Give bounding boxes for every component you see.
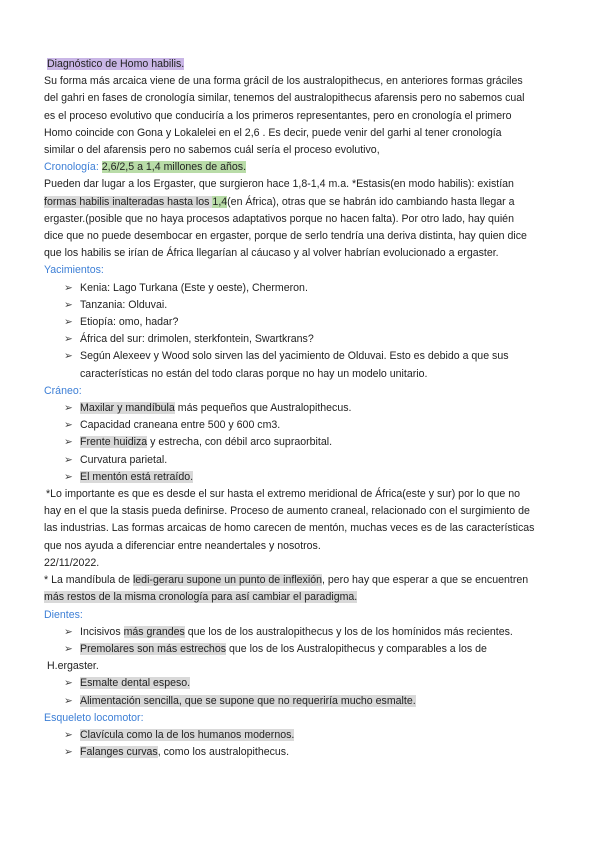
note-line: que nos ayuda a diferenciar entre neandertales y nosotros.	[44, 539, 321, 552]
ergaster-line: dice que no puede desembocar en ergaster, porque de serlo tendría una deriva distinta, hay quien dice	[44, 230, 527, 243]
list-item-text: África del sur: drimolen, sterkfontein, Swartkrans?	[80, 333, 314, 346]
list-item-text: Curvatura parietal.	[80, 453, 168, 466]
yacimientos-heading: Yacimientos:	[44, 264, 104, 277]
list-item	[44, 452, 564, 469]
arrow-bullet-icon: ➢	[64, 642, 73, 655]
arrow-bullet-icon: ➢	[64, 746, 73, 759]
list-item-highlight: Maxilar y mandíbula	[80, 402, 175, 415]
list-item-highlight: Clavícula como la de los humanos modernos.	[80, 728, 295, 741]
list-item-highlight: Esmalte dental espeso.	[80, 677, 191, 690]
document-body	[44, 56, 564, 761]
list-item	[44, 314, 564, 331]
list-item-text: que los de los australopithecus y los de los homínidos más recientes.	[184, 625, 513, 638]
mandibula-highlight: ledi-geraru supone un punto de inflexión	[132, 574, 322, 587]
list-item	[44, 434, 564, 451]
list-item	[44, 348, 564, 365]
arrow-bullet-icon: ➢	[64, 625, 73, 638]
list-item-continuation: características no están del todo claras porque no hay un modelo unitario.	[80, 367, 428, 380]
intro-line: Homo coincide con Gona y Lokalelei en el 2,6 . Es decir, puede venir del garhi al tener cronología	[44, 126, 502, 139]
note-line: hay en el que la stasis pueda definirse. Proceso de aumento craneal, relacionado con el surgimiento de	[44, 505, 530, 518]
arrow-bullet-icon: ➢	[64, 677, 73, 690]
cronologia-line	[44, 159, 564, 176]
list-item	[44, 400, 564, 417]
mandibula-line	[44, 589, 564, 606]
esqueleto-heading: Esqueleto locomotor:	[44, 711, 144, 724]
arrow-bullet-icon: ➢	[64, 419, 73, 432]
list-item-text: que los de los Australopithecus y comparables a los de	[226, 642, 487, 655]
note-line: *Lo importante es que es desde el sur hasta el extremo meridional de África(este y sur) por lo que no	[46, 488, 521, 501]
arrow-bullet-icon: ➢	[64, 316, 73, 329]
list-item	[44, 624, 564, 641]
list-item	[44, 641, 564, 658]
arrow-bullet-icon: ➢	[64, 694, 73, 707]
list-item-text: Según Alexeev y Wood solo sirven las del yacimiento de Olduvai. Esto es debido a que sus	[80, 350, 509, 363]
arrow-bullet-icon: ➢	[64, 281, 73, 294]
arrow-bullet-icon: ➢	[64, 436, 73, 449]
age-highlight: 1,4	[212, 195, 228, 208]
mandibula-line	[44, 572, 564, 589]
list-item-text: y estrecha, con débil arco supraorbital.	[147, 436, 333, 449]
ergaster-line	[44, 194, 564, 211]
list-item-highlight: Alimentación sencilla, que se supone que no requeriría mucho esmalte.	[80, 694, 416, 707]
intro-line: similar o del afarensis pero no sabemos cuál sería el proceso evolutivo,	[44, 144, 380, 157]
mandibula-text: * La mandíbula de	[44, 574, 133, 587]
list-item	[44, 280, 564, 297]
ergaster-line: que los habilis se irían de África llegarían al cáucaso y al volver habrían evolucionado a ergaster.	[44, 247, 499, 260]
cronologia-label: Cronología:	[44, 161, 99, 174]
arrow-bullet-icon: ➢	[64, 402, 73, 415]
ergaster-text: (en África), otras que se habrán ido cambiando hasta llegar a	[227, 195, 515, 208]
list-item	[44, 297, 564, 314]
list-item-text: Tanzania: Olduvai.	[80, 298, 168, 311]
list-item-highlight: más grandes	[123, 625, 185, 638]
list-item-highlight: Premolares son más estrechos	[80, 642, 227, 655]
arrow-bullet-icon: ➢	[64, 728, 73, 741]
list-item	[44, 417, 564, 434]
list-item-highlight: Frente huidiza	[80, 436, 148, 449]
list-item-text: Incisivos	[80, 625, 124, 638]
list-item-continuation: H.ergaster.	[47, 660, 99, 673]
arrow-bullet-icon: ➢	[64, 350, 73, 363]
arrow-bullet-icon: ➢	[64, 453, 73, 466]
list-item	[44, 469, 564, 486]
ergaster-line: Pueden dar lugar a los Ergaster, que surgieron hace 1,8-1,4 m.a. *Estasis(en modo habilis): existían	[44, 178, 514, 191]
dientes-heading: Dientes:	[44, 608, 83, 621]
mandibula-highlight: más restos de la misma cronología para así cambiar el paradigma.	[44, 591, 358, 604]
mandibula-text: , pero hay que esperar a que se encuentren	[322, 574, 529, 587]
note-line: las industrias. Las formas arcaicas de homo carecen de mentón, muchas veces es de las características	[44, 522, 535, 535]
list-item-text: Kenia: Lago Turkana (Este y oeste), Chermeron.	[80, 281, 308, 294]
intro-line: Su forma más arcaica viene de una forma grácil de los australopithecus, en anteriores formas gráciles	[44, 75, 523, 88]
arrow-bullet-icon: ➢	[64, 470, 73, 483]
arrow-bullet-icon: ➢	[64, 298, 73, 311]
ergaster-line: ergaster.(posible que no haya procesos adaptativos porque no hacen falta). Por otro lado, hay quién	[44, 212, 514, 225]
list-item	[44, 675, 564, 692]
intro-line: del gahri en fases de cronología similar, tenemos del australopithecus afarensis pero no sabemos cual	[44, 92, 525, 105]
arrow-bullet-icon: ➢	[64, 333, 73, 346]
craneo-heading: Cráneo:	[44, 384, 82, 397]
cronologia-value: 2,6/2,5 a 1,4 millones de años.	[101, 161, 247, 174]
intro-line: es el proceso evolutivo que conduciría a los primeros representantes, pero en cronología el primero	[44, 109, 512, 122]
list-item	[44, 693, 564, 710]
list-item	[44, 744, 564, 761]
list-item-text: , como los australopithecus.	[157, 746, 290, 759]
date-line: 22/11/2022.	[44, 556, 100, 569]
list-item-highlight: El mentón está retraído.	[80, 470, 194, 483]
list-item	[44, 727, 564, 744]
list-item-highlight: Falanges curvas	[80, 746, 158, 759]
habilis-highlight: formas habilis inalteradas hasta los	[44, 195, 213, 208]
list-item	[44, 331, 564, 348]
list-item-text: más pequeños que Australopithecus.	[174, 402, 352, 415]
list-item-text: Capacidad craneana entre 500 y 600 cm3.	[80, 419, 281, 432]
page-title: Diagnóstico de Homo habilis.	[47, 58, 185, 70]
title-line	[44, 56, 564, 73]
list-item-text: Etiopía: omo, hadar?	[80, 316, 179, 329]
